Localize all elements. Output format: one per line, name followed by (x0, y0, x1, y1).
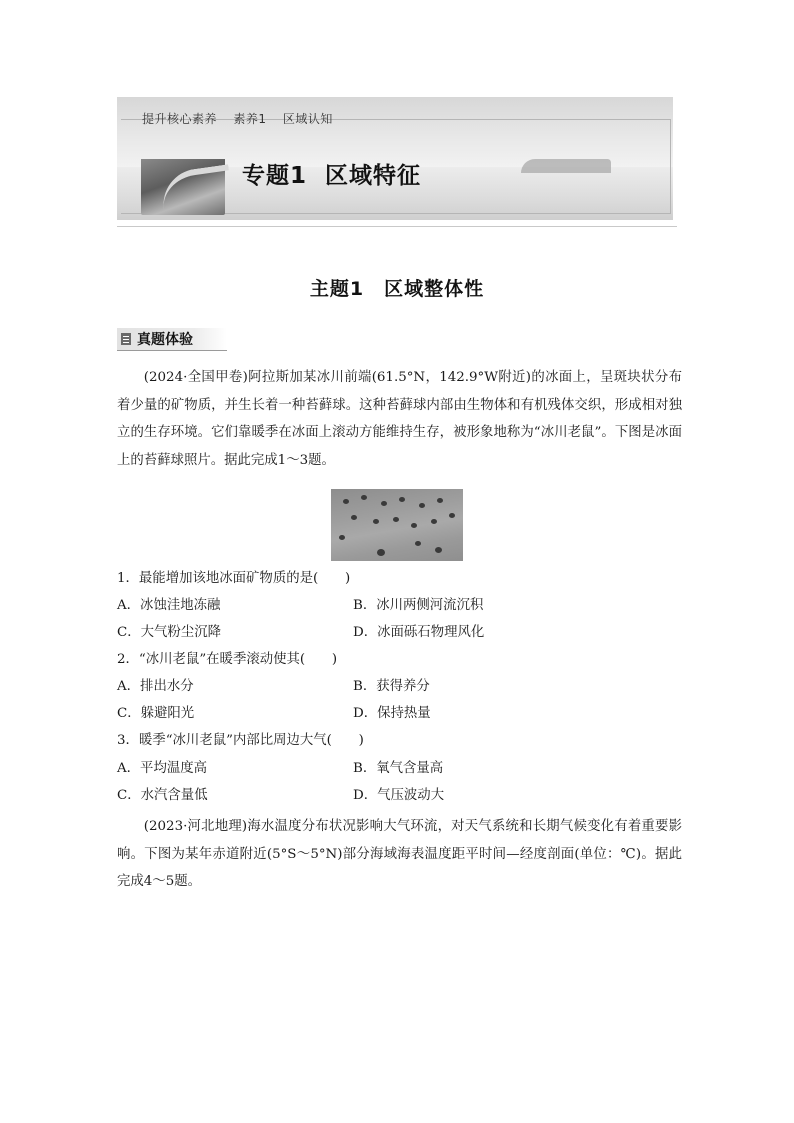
breadcrumb (142, 110, 345, 127)
option-2b: B．获得养分 (353, 679, 430, 694)
moss-ball (399, 497, 405, 502)
option-1d: D．冰面砾石物理风化 (353, 625, 485, 640)
option-3c: C．水汽含量低 (117, 788, 208, 803)
option-3d: D．气压波动大 (353, 788, 445, 803)
moss-ball (373, 519, 379, 524)
moss-ball (339, 535, 345, 540)
banner-divider (117, 226, 677, 227)
option-1c: C．大气粉尘沉降 (117, 625, 221, 640)
section-tag (117, 328, 227, 351)
chapter-title-text: 区域特征 (325, 163, 422, 189)
moss-ball (351, 515, 357, 520)
moss-ball (361, 495, 367, 500)
moss-ball (411, 523, 417, 528)
breadcrumb-item: 提升核心素养 (142, 112, 218, 126)
moss-ball (431, 519, 437, 524)
option-3a: A．平均温度高 (117, 761, 208, 776)
moss-ball (377, 549, 385, 556)
topic-title: 区域整体性 (384, 278, 485, 300)
chapter-title (242, 157, 421, 190)
chapter-banner (117, 97, 673, 220)
question-2: 2．“冰川老鼠”在暖季滚动使其( ) (117, 652, 338, 667)
chapter-title-number: 专题1 (242, 163, 308, 189)
banner-road-photo (141, 159, 225, 215)
document-icon (121, 333, 131, 345)
option-3b: B．氧气含量高 (353, 761, 444, 776)
section-label: 真题体验 (137, 332, 193, 348)
option-1a: A．冰蚀洼地冻融 (117, 598, 221, 613)
moss-ball (381, 501, 387, 506)
option-2a: A．排出水分 (117, 679, 194, 694)
option-2c: C．躲避阳光 (117, 706, 195, 721)
option-2d: D．保持热量 (353, 706, 431, 721)
question-1: 1．最能增加该地冰面矿物质的是( ) (117, 571, 351, 586)
option-1b: B．冰川两侧河流沉积 (353, 598, 484, 613)
topic-number: 主题1 (309, 278, 365, 300)
moss-ball (437, 498, 443, 503)
moss-ball (343, 499, 349, 504)
question-3: 3．暖季“冰川老鼠”内部比周边大气( ) (117, 733, 364, 748)
moss-ball-photo (331, 489, 463, 561)
topic-heading (0, 274, 794, 301)
moss-ball (449, 513, 455, 518)
moss-ball (419, 503, 425, 508)
moss-ball (393, 517, 399, 522)
breadcrumb-item: 素养1 (233, 112, 267, 126)
breadcrumb-item: 区域认知 (282, 112, 333, 126)
passage-2: (2023·河北地理)海水温度分布状况影响大气环流，对天气系统和长期气候变化有着重要影响。下图为某年赤道附近(5°S～5°N)部分海域海表温度距平时间—经度剖面(单位：℃)。据此完成4～5题。 (117, 819, 682, 889)
moss-ball (415, 541, 421, 546)
passage-1: (2024·全国甲卷)阿拉斯加某冰川前端(61.5°N，142.9°W附近)的冰面上，呈斑块状分布着少量的矿物质，并生长着一种苔藓球。这种苔藓球内部由生物体和有机残体交织，形成相对独立的生存环境。它们靠暖季在冰面上滚动方能维持生存，被形象地称为“冰川老鼠”。下图是冰面上的苔藓球照片。据此完成1～3题。 (117, 370, 682, 468)
moss-ball (435, 547, 442, 553)
